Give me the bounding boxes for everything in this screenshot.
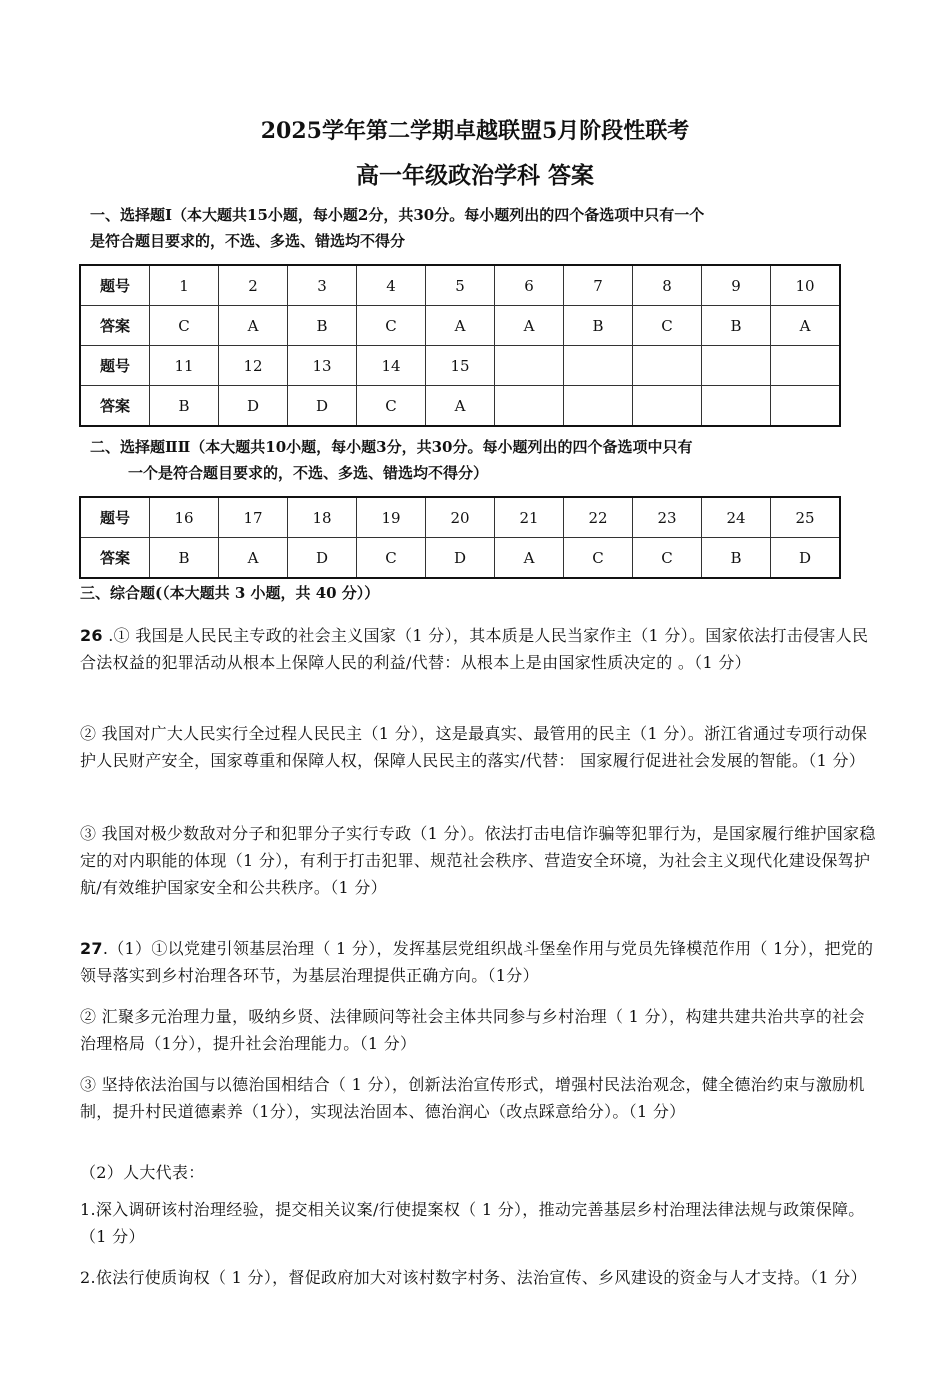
table-cell: A — [771, 306, 841, 346]
page-title: 2025学年第二学期卓越联盟5月阶段性联考 — [260, 118, 690, 144]
q27-paragraph-3: ③ 坚持依法治国与以德治国相结合（ 1 分），创新法治宣传形式，增强村民法治观念，健全德治约束与激励机制，提升村民道德素养（1分），实现法治固本、德治润心（改点踩意给分）。（1 分） — [80, 1075, 865, 1121]
table-row — [80, 497, 840, 538]
row-label-question-number: 题号 — [80, 346, 150, 386]
table-cell: 20 — [426, 497, 495, 538]
table-cell: C — [633, 538, 702, 579]
q26-paragraph-1 — [80, 622, 880, 676]
q26-number: 26 — [80, 626, 103, 645]
section2-answer-table — [79, 496, 841, 579]
table-row — [80, 265, 840, 306]
table-cell: B — [150, 538, 219, 579]
table-cell: 2 — [219, 265, 288, 306]
table-cell: D — [219, 386, 288, 427]
page-subtitle: 高一年级政治学科 答案 — [355, 162, 594, 189]
table-cell — [633, 346, 702, 386]
table-cell: 17 — [219, 497, 288, 538]
row-label-answer: 答案 — [80, 306, 150, 346]
section1-heading-line2: 是符合题目要求的，不选、多选、错选均不得分 — [90, 232, 406, 250]
table-cell: 18 — [288, 497, 357, 538]
row-label-answer: 答案 — [80, 386, 150, 427]
table-cell — [771, 386, 841, 427]
table-cell — [495, 386, 564, 427]
section2-heading-line2: 一个是符合题目要求的，不选、多选、错选均不得分） — [128, 464, 489, 482]
q27-number: 27 — [80, 939, 103, 958]
table-cell: 22 — [564, 497, 633, 538]
table-cell: C — [564, 538, 633, 579]
table-cell: C — [633, 306, 702, 346]
table-cell — [495, 346, 564, 386]
table-cell: 6 — [495, 265, 564, 306]
table-cell: B — [702, 538, 771, 579]
q26-paragraph-2: ② 我国对广大人民实行全过程人民民主（1 分），这是最真实、最管用的民主（1 分）。浙江省通过专项行动保护人民财产安全，国家尊重和保障人权，保障人民民主的落实/代替： 国家履行促进社会发展的智能。（1 分） — [80, 724, 868, 770]
table-cell: D — [426, 538, 495, 579]
q27-paragraph-4: （2）人大代表： — [80, 1163, 205, 1182]
table-cell — [702, 346, 771, 386]
table-cell: 24 — [702, 497, 771, 538]
table-cell: A — [495, 306, 564, 346]
table-cell: 8 — [633, 265, 702, 306]
table-cell: 16 — [150, 497, 219, 538]
table-cell: A — [426, 386, 495, 427]
section1-heading — [90, 202, 890, 254]
table-cell: 4 — [357, 265, 426, 306]
table-cell: 13 — [288, 346, 357, 386]
table-row — [80, 346, 840, 386]
section2-heading-line1: 二、选择题ⅡⅡ（本大题共10小题，每小题3分，共30分。每小题列出的四个备选项中只有 — [90, 438, 693, 456]
table-cell: B — [702, 306, 771, 346]
q27-paragraph-5: 1.深入调研该村治理经验，提交相关议案/行使提案权（ 1 分），推动完善基层乡村治理法律法规与政策保障。（1 分） — [80, 1200, 865, 1246]
q27-text-1: .（1）①以党建引领基层治理（ 1 分），发挥基层党组织战斗堡垒作用与党员先锋模范作用（ 1分），把党的领导落实到乡村治理各环节，为基层治理提供正确方向。（1分） — [80, 939, 874, 985]
q27-paragraph-1 — [80, 935, 880, 989]
table-cell: D — [288, 538, 357, 579]
table-cell: A — [219, 538, 288, 579]
table-cell: 1 — [150, 265, 219, 306]
table-cell: C — [357, 386, 426, 427]
table-cell: A — [219, 306, 288, 346]
table-cell — [702, 386, 771, 427]
table-cell: 11 — [150, 346, 219, 386]
table-cell: 7 — [564, 265, 633, 306]
table-cell: A — [495, 538, 564, 579]
q27-paragraph-6: 2.依法行使质询权（ 1 分），督促政府加大对该村数字村务、法治宣传、乡风建设的资金与人才支持。（1 分） — [80, 1268, 867, 1287]
table-cell: 14 — [357, 346, 426, 386]
table-cell: C — [150, 306, 219, 346]
table-cell: D — [771, 538, 841, 579]
table-cell: 23 — [633, 497, 702, 538]
table-cell: C — [357, 538, 426, 579]
table-cell — [564, 386, 633, 427]
table-cell: B — [150, 386, 219, 427]
section2-heading — [90, 434, 890, 486]
table-cell: B — [564, 306, 633, 346]
q26-paragraph-3: ③ 我国对极少数敌对分子和犯罪分子实行专政（1 分）。依法打击电信诈骗等犯罪行为，是国家履行维护国家稳定的对内职能的体现（1 分），有利于打击犯罪、规范社会秩序、营造安全环境，为社会主义现代化建设保驾护航/有效维护国家安全和公共秩序。（1 分） — [80, 824, 876, 897]
table-row — [80, 386, 840, 427]
table-cell: C — [357, 306, 426, 346]
row-label-answer: 答案 — [80, 538, 150, 579]
table-cell: 25 — [771, 497, 841, 538]
table-cell: 3 — [288, 265, 357, 306]
table-cell: 10 — [771, 265, 841, 306]
section3-heading: 三、综合题(（本大题共 3 小题，共 40 分）） — [80, 584, 380, 602]
table-cell — [564, 346, 633, 386]
table-cell: 21 — [495, 497, 564, 538]
table-cell: 19 — [357, 497, 426, 538]
q26-text-1: .① 我国是人民民主专政的社会主义国家（1 分），其本质是人民当家作主（1 分）。国家依法打击侵害人民合法权益的犯罪活动从根本上保障人民的利益/代替：从根本上是由国家性质决定的 。（1 分） — [80, 626, 869, 672]
table-cell — [771, 346, 841, 386]
table-row — [80, 538, 840, 579]
section1-heading-line1: 一、选择题Ⅰ（本大题共15小题，每小题2分，共30分。每小题列出的四个备选项中只有一个 — [90, 206, 705, 224]
q27-paragraph-2: ② 汇聚多元治理力量，吸纳乡贤、法律顾问等社会主体共同参与乡村治理（ 1 分），构建共建共治共享的社会治理格局（1分），提升社会治理能力。（1 分） — [80, 1007, 865, 1053]
table-cell: 12 — [219, 346, 288, 386]
table-cell: D — [288, 386, 357, 427]
table-cell — [633, 386, 702, 427]
row-label-question-number: 题号 — [80, 265, 150, 306]
table-row — [80, 306, 840, 346]
table-cell: 15 — [426, 346, 495, 386]
table-cell: B — [288, 306, 357, 346]
table-cell: 5 — [426, 265, 495, 306]
table-cell: 9 — [702, 265, 771, 306]
row-label-question-number: 题号 — [80, 497, 150, 538]
table-cell: A — [426, 306, 495, 346]
section1-answer-table — [79, 264, 841, 427]
